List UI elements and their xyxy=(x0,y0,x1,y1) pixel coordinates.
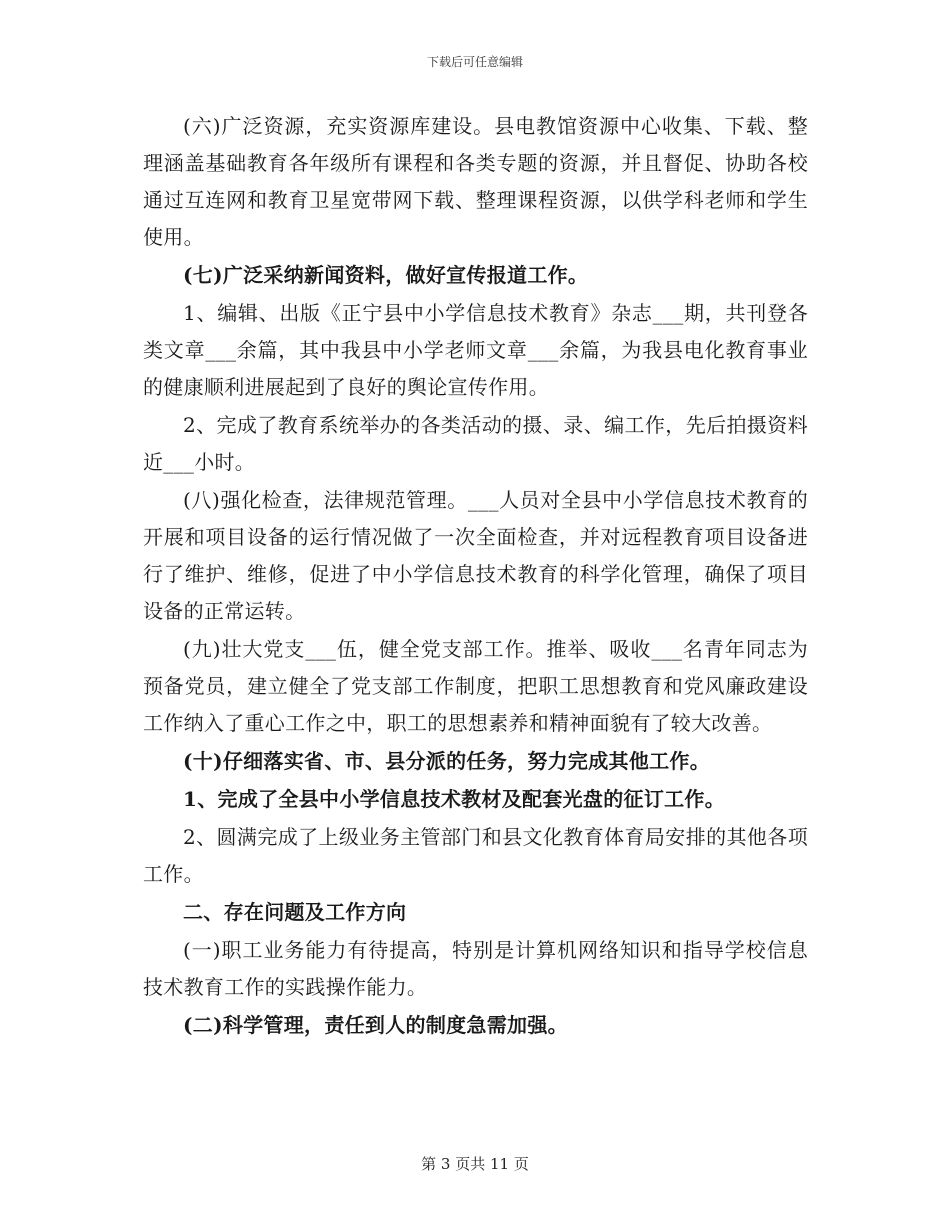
paragraph-issue-1: (一)职工业务能力有待提高，特别是计算机网络知识和指导学校信息技术教育工作的实践操作能力。 xyxy=(143,938,808,999)
paragraph-6: (六)广泛资源，充实资源库建设。县电教馆资源中心收集、下载、整理涵盖基础教育各年级所有课程和各类专题的资源，并且督促、协助各校通过互连网和教育卫星宽带网下载、整理课程资源，以供学科老师和学生使用。 xyxy=(143,114,808,249)
heading-10: (十)仔细落实省、市、县分派的任务，努力完成其他工作。 xyxy=(183,749,711,773)
paragraph-9: (九)壮大党支___伍，健全党支部工作。推举、吸收___名青年同志为预备党员，建立健全了党支部工作制度，把职工思想教育和党风廉政建设工作纳入了重心工作之中，职工的思想素养和精神面貌有了较大改善。 xyxy=(143,637,808,735)
paragraph-10-1: 1、完成了全县中小学信息技术教材及配套光盘的征订工作。 xyxy=(183,787,726,811)
document-body xyxy=(143,108,808,1044)
paragraph-10-2: 2、圆满完成了上级业务主管部门和县文化教育体育局安排的其他各项工作。 xyxy=(143,825,808,886)
page-header: 下载后可任意编辑 xyxy=(426,55,523,69)
paragraph-8: (八)强化检查，法律规范管理。___人员对全县中小学信息技术教育的开展和项目设备的运行情况做了一次全面检查，并对远程教育项目设备进行了维护、维修，促进了中小学信息技术教育的科学化管理，确保了项目设备的正常运转。 xyxy=(143,488,808,623)
page-number: 第 3 页共 11 页 xyxy=(421,1155,529,1173)
section-heading-2: 二、存在问题及工作方向 xyxy=(183,900,407,924)
paragraph-issue-2: (二)科学管理，责任到人的制度急需加强。 xyxy=(183,1013,568,1037)
paragraph-7-2: 2、完成了教育系统举办的各类活动的摄、录、编工作，先后拍摄资料近___小时。 xyxy=(143,413,808,474)
paragraph-7-1: 1、编辑、出版《正宁县中小学信息技术教育》杂志___期，共刊登各类文章___余篇，其中我县中小学老师文章___余篇，为我县电化教育事业的健康顺利进展起到了良好的舆论宣传作用。 xyxy=(143,301,808,399)
heading-7: (七)广泛采纳新闻资料，做好宣传报道工作。 xyxy=(183,263,589,287)
